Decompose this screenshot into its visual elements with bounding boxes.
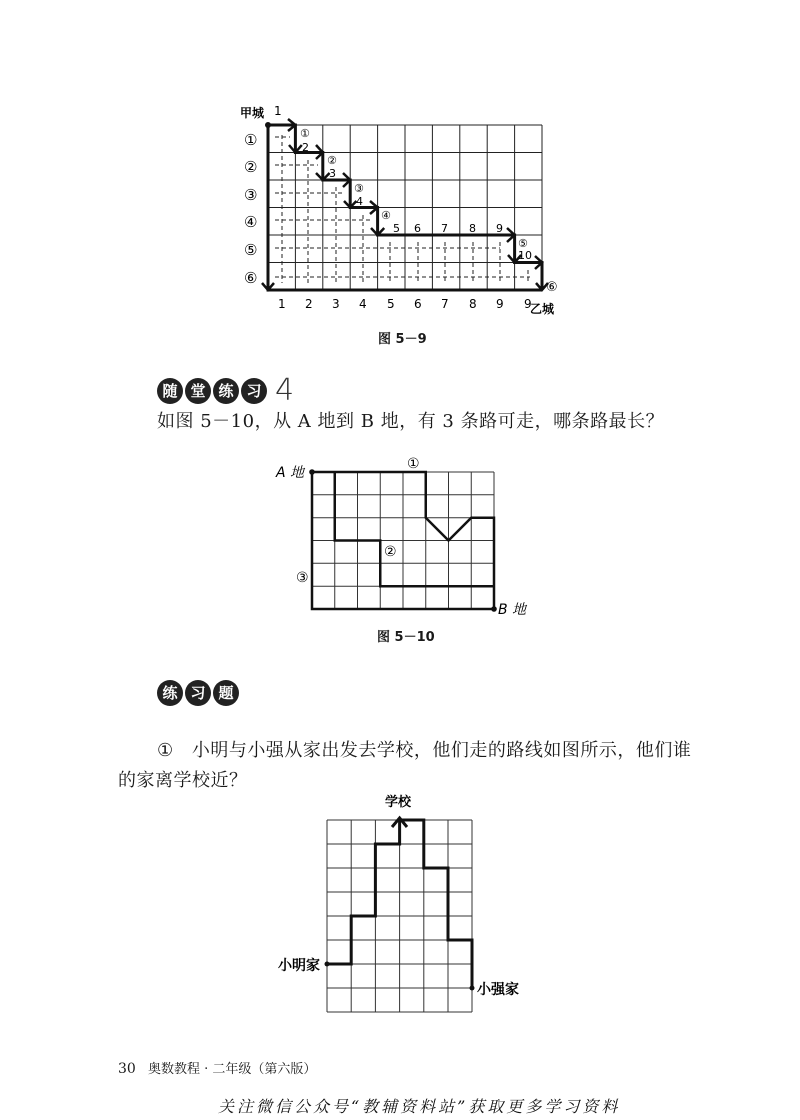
bottom-number: 4 (359, 297, 367, 311)
path-label: 8 (469, 222, 476, 235)
row-label: ③ (244, 186, 258, 204)
school-label: 学校 (385, 795, 412, 810)
exercise-1-text: 小明与小强从家出发去学校，他们走的路线如图所示，他们谁 (191, 740, 692, 761)
exercise-1-number: ① (157, 740, 174, 761)
start-city-label: 甲城 (240, 106, 265, 120)
path-label: ② (327, 154, 337, 167)
bottom-number: 6 (414, 297, 422, 311)
path-label: 10 (518, 249, 532, 262)
bottom-number: 1 (278, 297, 286, 311)
path-label: ④ (381, 209, 391, 222)
path-label: 6 (414, 222, 421, 235)
exercises-section-title (157, 680, 241, 706)
figure-5-9-caption: 图 5－9 (378, 332, 427, 347)
title-badge: 题 (213, 680, 239, 706)
path-label: ⑥ (546, 280, 558, 295)
row-label: ② (244, 158, 258, 176)
path-label: 4 (356, 195, 363, 208)
title-badge: 随 (157, 378, 183, 404)
bottom-number: 9 (524, 297, 532, 311)
path-label: 7 (441, 222, 448, 235)
point-a-label: A 地 (276, 465, 305, 481)
exercise-1-line2: 的家离学校近？ (118, 770, 248, 791)
page-footer (118, 1058, 316, 1077)
point-b-label: B 地 (498, 602, 527, 618)
row-label: ④ (244, 213, 258, 231)
xiaoqiang-home-label: 小强家 (477, 982, 519, 998)
bottom-number: 3 (332, 297, 340, 311)
row-label: ⑤ (244, 241, 258, 259)
xiaoming-home-label: 小明家 (278, 958, 320, 974)
title-badge: 练 (213, 378, 239, 404)
bottom-number: 2 (305, 297, 313, 311)
practice-number: 4 (275, 373, 295, 408)
route-label: ② (384, 544, 397, 560)
bottom-number: 5 (387, 297, 395, 311)
path-label: ① (300, 127, 310, 140)
route-label: ③ (296, 570, 309, 586)
path-label: 2 (302, 141, 309, 154)
path-label: ⑤ (518, 237, 528, 250)
book-title: 奥数教程 · 二年级（第六版） (147, 1062, 317, 1077)
bottom-number: 8 (469, 297, 477, 311)
title-badge: 练 (157, 680, 183, 706)
title-badge: 习 (241, 378, 267, 404)
path-label: 3 (329, 167, 336, 180)
practice-question: 如图 5－10，从 A 地到 B 地，有 3 条路可走，哪条路最长？ (157, 411, 665, 432)
practice-section-title (157, 373, 294, 408)
figure-5-10-caption: 图 5－10 (377, 630, 435, 645)
row-label: ① (244, 131, 258, 149)
watermark-text: 关注微信公众号“教辅资料站”获取更多学习资料 (218, 1097, 621, 1116)
title-badge: 堂 (185, 378, 211, 404)
end-city-label: 乙城 (530, 302, 555, 316)
bottom-number: 7 (441, 297, 449, 311)
route-label: ① (407, 456, 420, 472)
top-number-label: 1 (274, 104, 282, 118)
bottom-number: 9 (496, 297, 504, 311)
row-label: ⑥ (244, 269, 258, 287)
exercise-1-line1 (157, 737, 691, 765)
title-badge: 习 (185, 680, 211, 706)
path-label: 5 (393, 222, 400, 235)
page-number: 30 (118, 1061, 136, 1077)
path-label: ③ (354, 182, 364, 195)
figure-school-routes (275, 790, 535, 1020)
figure-5-10 (270, 455, 530, 620)
figure-5-9 (230, 95, 570, 320)
path-label: 9 (496, 222, 503, 235)
